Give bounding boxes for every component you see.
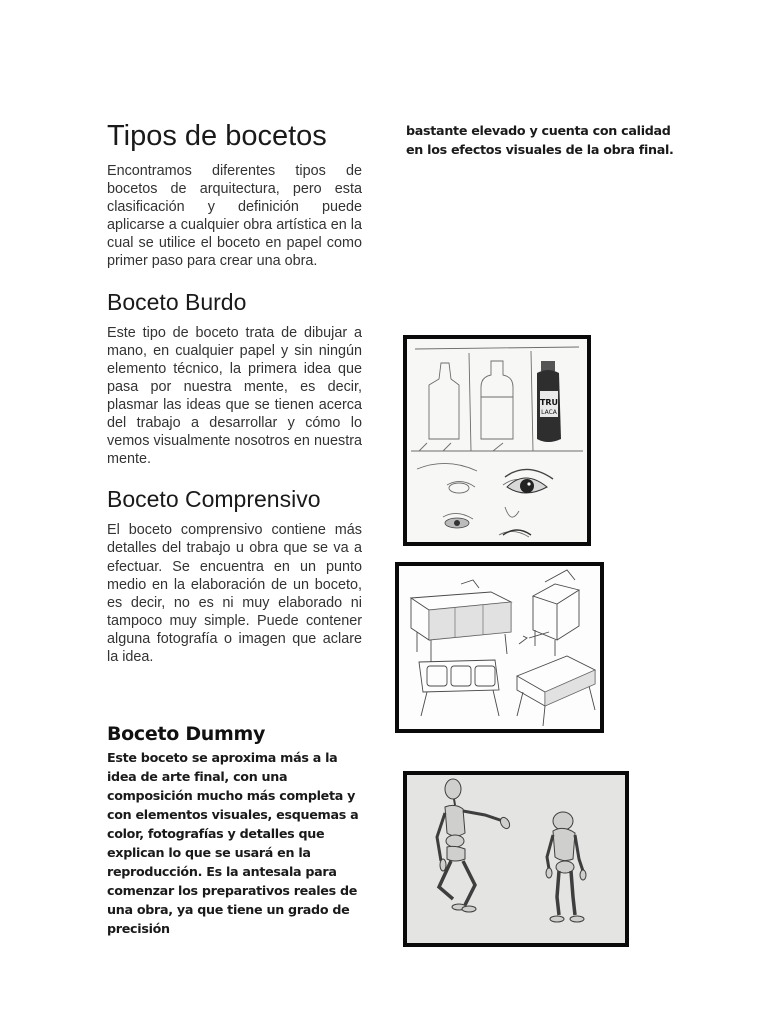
continuation-paragraph: bastante elevado y cuenta con calidad en los efectos visuales de la obra final. <box>406 123 674 157</box>
rough-sketch-drawing <box>407 339 587 542</box>
rough-sketch-image <box>403 335 591 546</box>
section-title-comprensivo: Boceto Comprensivo <box>107 486 321 513</box>
left-column <box>107 118 362 666</box>
sketch-label-tru: TRU <box>539 398 559 407</box>
page-title: Tipos de bocetos <box>107 120 327 152</box>
spray-can-sketch <box>537 361 561 442</box>
dummy-sketch-drawing <box>407 775 625 943</box>
section-text-dummy: Este boceto se aproxima más a la idea de arte final, con una composición mucho más completa y con elementos visuales, esquemas a color, fotografías y detalles que explican lo que se usará en la reproducción. Es la antesala para comenzar los preparativos reales de una obra, ya que tiene un grado de precisión <box>107 750 359 936</box>
intro-paragraph: Encontramos diferentes tipos de bocetos de arquitectura, pero esta clasificación y definición puede aplicarse a cualquier obra artística en la cual se utilice el boceto en papel como primer paso para crear una obra. <box>107 163 362 270</box>
dummy-sketch-image <box>403 771 629 947</box>
sketch-label-laca: LACA <box>541 409 557 416</box>
comprehensive-sketch-image <box>395 562 604 733</box>
comprehensive-sketch-drawing <box>399 566 600 729</box>
section-title-dummy: Boceto Dummy <box>107 723 266 745</box>
section-title-burdo: Boceto Burdo <box>107 288 247 315</box>
section-text-comprensivo: El boceto comprensivo contiene más detalles del trabajo u obra que se va a efectuar. Se encuentra en un punto medio en la elaboración de un boceto, es decir, no es ni muy elaborado ni tampoco muy simple. Puede contener alguna fotografía o imagen que aclare la idea. <box>107 522 362 665</box>
section-text-burdo: Este tipo de boceto trata de dibujar a mano, en cualquier papel y sin ningún elemento técnico, la primera idea que pasa por nuestra mente, es decir, plasmar las ideas que se tienen acerca del trabajo a desarrollar y cómo lo vemos visualmente nosotros en nuestra mente. <box>107 324 362 468</box>
dummy-section <box>107 722 362 938</box>
